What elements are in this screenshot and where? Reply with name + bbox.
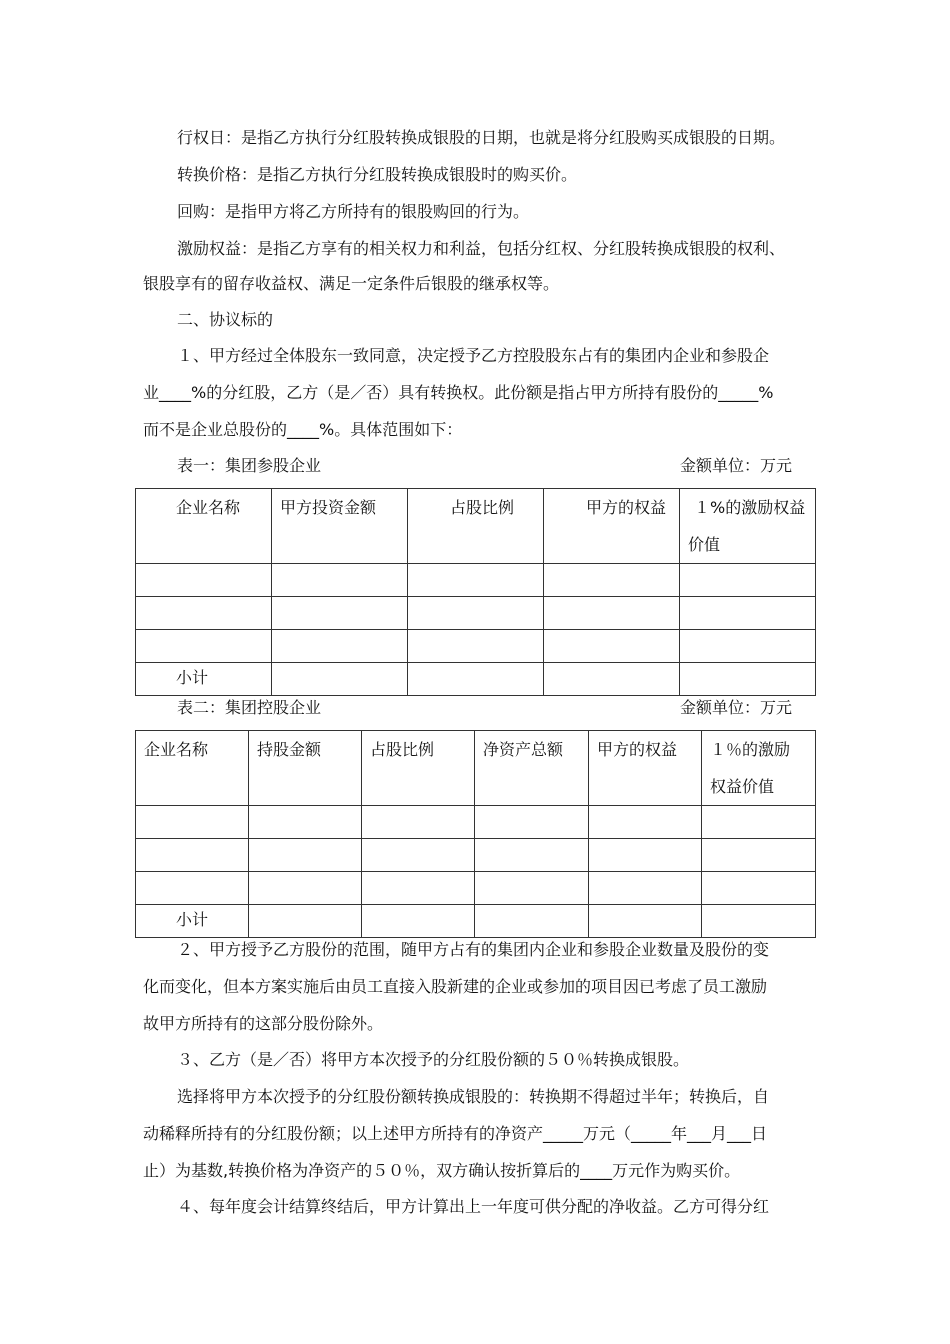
table-subtotal-row [136, 663, 816, 696]
paragraph-2-line-2: 化而变化，但本方案实施后由员工直接入股新建的企业或参加的项目因已考虑了员工激励 [143, 977, 768, 996]
table-row [136, 806, 816, 839]
paragraph-3b-line-1: 选择将甲方本次授予的分红股份额转换成银股的：转换期不得超过半年；转换后，自 [177, 1087, 770, 1106]
header-cell: 甲方的权益 [544, 489, 680, 564]
paragraph-3b-line-3: 止）为基数,转换价格为净资产的５０％，双方确认按折算后的____万元作为购买价。 [143, 1161, 741, 1180]
header-cell: 持股金额 [249, 731, 362, 806]
paragraph-1-line-2: 业____%的分红股，乙方（是／否）具有转换权。此份额是指占甲方所持有股份的_____% [143, 383, 774, 402]
definition-conversion-price: 转换价格：是指乙方执行分红股转换成银股时的购买价。 [177, 165, 578, 184]
table-participating-enterprises [135, 488, 816, 696]
table-header-row [136, 731, 816, 806]
table1-unit: 金额单位：万元 [680, 456, 793, 475]
definition-incentive-rights-cont: 银股享有的留存收益权、满足一定条件后银股的继承权等。 [143, 274, 560, 293]
header-cell: 甲方投资金额 [272, 489, 408, 564]
header-cell: １%的激励权益 价值 [680, 489, 816, 564]
header-cell: 净资产总额 [475, 731, 589, 806]
paragraph-3: ３、乙方（是／否）将甲方本次授予的分红股份额的５０％转换成银股。 [177, 1050, 690, 1069]
header-cell: １％的激励 权益价值 [702, 731, 816, 806]
table-subtotal-row [136, 905, 816, 938]
paragraph-4: ４、每年度会计结算终结后，甲方计算出上一年度可供分配的净收益。乙方可得分红 [177, 1197, 770, 1216]
header-cell: 企业名称 [136, 731, 249, 806]
table1-title: 表一：集团参股企业 [177, 456, 322, 475]
subtotal-cell: 小计 [136, 905, 249, 938]
header-cell: 甲方的权益 [589, 731, 702, 806]
table-row [136, 597, 816, 630]
definition-buyback: 回购：是指甲方将乙方所持有的银股购回的行为。 [177, 202, 530, 221]
header-cell: 企业名称 [136, 489, 272, 564]
paragraph-2-line-3: 故甲方所持有的这部分股份除外。 [143, 1014, 384, 1033]
table2-unit: 金额单位：万元 [680, 698, 793, 717]
table2-title: 表二：集团控股企业 [177, 698, 322, 717]
paragraph-1-line-1: １、甲方经过全体股东一致同意，决定授予乙方控股股东占有的集团内企业和参股企 [177, 346, 770, 365]
paragraph-3b-line-2: 动稀释所持有的分红股份额；以上述甲方所持有的净资产_____万元（_____年___月___日 [143, 1124, 768, 1143]
table-row [136, 839, 816, 872]
subtotal-cell: 小计 [136, 663, 272, 696]
paragraph-2-line-1: ２、甲方授予乙方股份的范围，随甲方占有的集团内企业和参股企业数量及股份的变 [177, 940, 770, 959]
table-controlled-enterprises [135, 730, 816, 938]
table-row [136, 564, 816, 597]
table-header-row [136, 489, 816, 564]
header-cell: 占股比例 [408, 489, 544, 564]
header-cell: 占股比例 [362, 731, 475, 806]
table-row [136, 630, 816, 663]
table-row [136, 872, 816, 905]
definition-incentive-rights: 激励权益：是指乙方享有的相关权力和利益，包括分红权、分红股转换成银股的权利、 [177, 239, 786, 258]
paragraph-1-line-3: 而不是企业总股份的____%。具体范围如下： [143, 420, 463, 439]
definition-exercise-date: 行权日：是指乙方执行分红股转换成银股的日期，也就是将分红股购买成银股的日期。 [177, 128, 786, 147]
section-title: 二、协议标的 [177, 310, 274, 329]
